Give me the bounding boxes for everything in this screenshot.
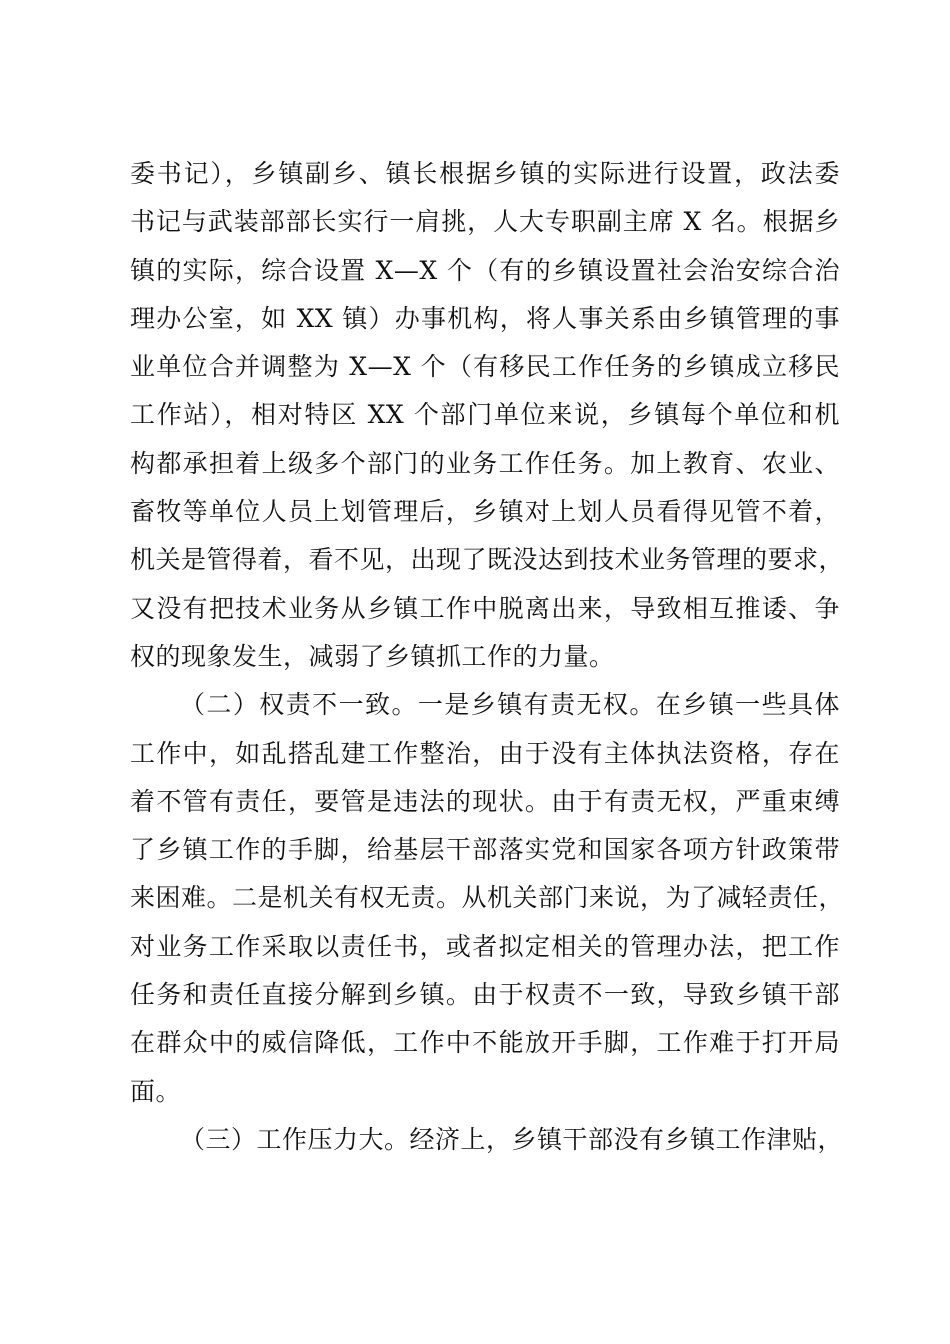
text-line: 来困难。二是机关有权无责。从机关部门来说，为了减轻责任，	[130, 883, 845, 913]
section-heading-line: （三）工作压力大。经济上，乡镇干部没有乡镇工作津贴，	[180, 1124, 844, 1154]
text-line: 机关是管得着，看不见，出现了既没达到技术业务管理的要求，	[130, 545, 845, 575]
text-line: 又没有把技术业务从乡镇工作中脱离出来，导致相互推诿、争	[130, 593, 840, 623]
section-heading-line: （二）权责不一致。一是乡镇有责无权。在乡镇一些具体	[180, 690, 840, 720]
text-line: 任务和责任直接分解到乡镇。由于权责不一致，导致乡镇干部	[130, 980, 840, 1010]
paragraph-3	[130, 1116, 844, 1164]
text-line: 理办公室，如 XX 镇）办事机构，将人事关系由乡镇管理的事	[130, 303, 840, 333]
text-line: 工作中，如乱搭乱建工作整治，由于没有主体执法资格，存在	[130, 738, 840, 768]
text-line: 着不管有责任，要管是违法的现状。由于有责无权，严重束缚	[130, 786, 840, 816]
text-line: 委书记），乡镇副乡、镇长根据乡镇的实际进行设置，政法委	[130, 159, 840, 188]
text-line: 构都承担着上级多个部门的业务工作任务。加上教育、农业、	[130, 448, 840, 478]
text-line: 书记与武装部部长实行一肩挑，人大专职副主席 X 名。根据乡	[130, 207, 840, 237]
text-line: 业单位合并调整为 X—X 个（有移民工作任务的乡镇成立移民	[130, 352, 840, 382]
text-line: 畜牧等单位人员上划管理后，乡镇对上划人员看得见管不着，	[130, 497, 840, 527]
text-line: 工作站），相对特区 XX 个部门单位来说，乡镇每个单位和机	[130, 400, 840, 430]
paragraph-2	[130, 681, 845, 1116]
text-line: 在群众中的威信降低，工作中不能放开手脚，工作难于打开局	[130, 1028, 840, 1058]
text-line: 了乡镇工作的手脚，给基层干部落实党和国家各项方针政策带	[130, 835, 840, 865]
paragraph-1	[130, 150, 845, 681]
text-line: 面。	[130, 1076, 182, 1106]
text-line: 权的现象发生，减弱了乡镇抓工作的力量。	[130, 641, 615, 671]
document-body	[130, 150, 845, 1164]
text-line: 对业务工作采取以责任书，或者拟定相关的管理办法，把工作	[130, 931, 840, 961]
text-line: 镇的实际，综合设置 X—X 个（有的乡镇设置社会治安综合治	[130, 255, 840, 285]
